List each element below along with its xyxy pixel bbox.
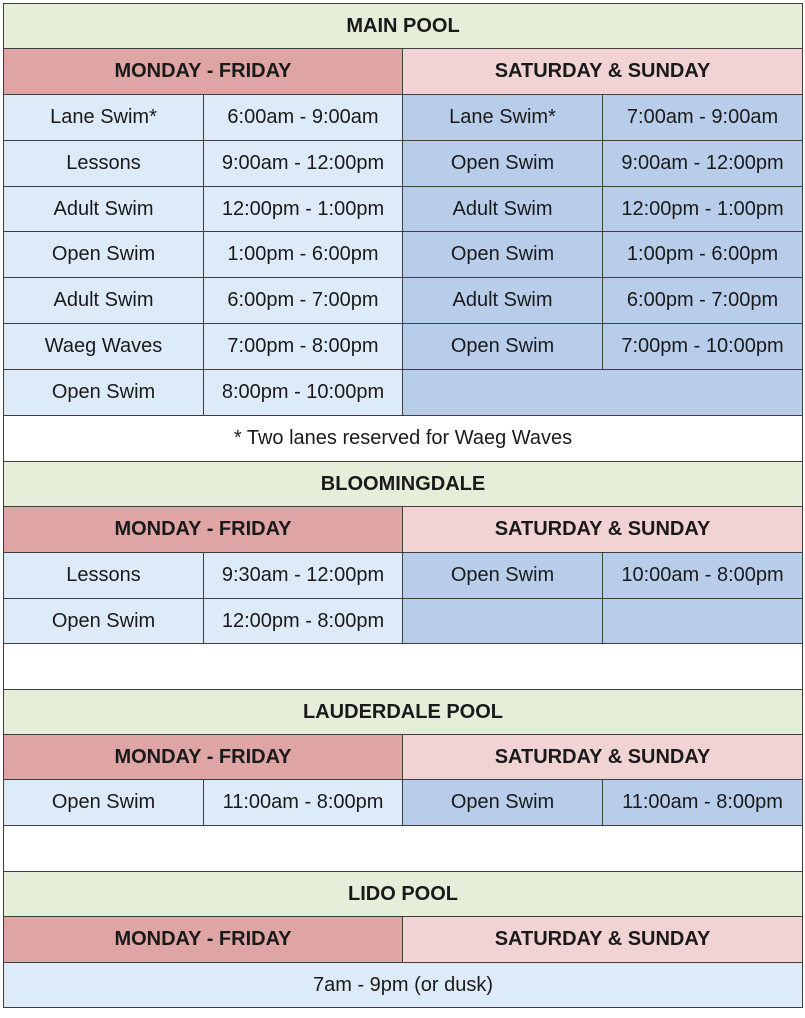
weekday-header: MONDAY - FRIDAY <box>4 735 403 780</box>
weekend-header: SATURDAY & SUNDAY <box>403 735 803 780</box>
weekday-time: 9:30am - 12:00pm <box>204 553 403 599</box>
weekday-activity: Lessons <box>4 553 204 599</box>
weekday-activity: Open Swim <box>4 780 204 826</box>
weekend-time: 1:00pm - 6:00pm <box>603 232 803 278</box>
lido-title-row <box>4 872 803 917</box>
weekday-activity: Waeg Waves <box>4 324 204 370</box>
weekday-activity: Adult Swim <box>4 187 204 232</box>
weekend-header: SATURDAY & SUNDAY <box>403 49 803 95</box>
weekend-time: 7:00pm - 10:00pm <box>603 324 803 370</box>
table-row <box>4 599 803 644</box>
spacer-row <box>4 826 803 872</box>
weekend-activity: Open Swim <box>403 232 603 278</box>
lane-reservation-note: * Two lanes reserved for Waeg Waves <box>4 416 803 462</box>
table-row <box>4 780 803 826</box>
weekday-time: 12:00pm - 1:00pm <box>204 187 403 232</box>
lido-day-header-row <box>4 917 803 963</box>
weekday-time: 8:00pm - 10:00pm <box>204 370 403 416</box>
lido-hours: 7am - 9pm (or dusk) <box>4 963 803 1008</box>
main-pool-title: MAIN POOL <box>4 4 803 49</box>
weekday-activity: Lessons <box>4 141 204 187</box>
table-row <box>4 324 803 370</box>
table-row <box>4 963 803 1008</box>
weekday-activity: Lane Swim* <box>4 95 204 141</box>
weekday-header: MONDAY - FRIDAY <box>4 507 403 553</box>
weekend-empty-cell <box>603 599 803 644</box>
weekend-time: 7:00am - 9:00am <box>603 95 803 141</box>
table-row <box>4 141 803 187</box>
lauderdale-title-row <box>4 690 803 735</box>
weekend-empty-cell <box>403 599 603 644</box>
weekend-time: 10:00am - 8:00pm <box>603 553 803 599</box>
table-row <box>4 278 803 324</box>
weekday-time: 6:00am - 9:00am <box>204 95 403 141</box>
lauderdale-title: LAUDERDALE POOL <box>4 690 803 735</box>
weekday-activity: Adult Swim <box>4 278 204 324</box>
blank-spacer <box>4 826 803 872</box>
bloomingdale-title: BLOOMINGDALE <box>4 462 803 507</box>
weekday-header: MONDAY - FRIDAY <box>4 49 403 95</box>
weekday-time: 7:00pm - 8:00pm <box>204 324 403 370</box>
main-pool-title-row <box>4 4 803 49</box>
weekend-activity: Adult Swim <box>403 187 603 232</box>
weekend-activity: Adult Swim <box>403 278 603 324</box>
lauderdale-day-header-row <box>4 735 803 780</box>
weekend-time: 12:00pm - 1:00pm <box>603 187 803 232</box>
weekend-activity: Open Swim <box>403 553 603 599</box>
weekday-time: 6:00pm - 7:00pm <box>204 278 403 324</box>
note-row <box>4 416 803 462</box>
weekday-time: 11:00am - 8:00pm <box>204 780 403 826</box>
table-row <box>4 553 803 599</box>
weekend-header: SATURDAY & SUNDAY <box>403 917 803 963</box>
weekend-time: 6:00pm - 7:00pm <box>603 278 803 324</box>
table-row <box>4 95 803 141</box>
weekend-activity: Open Swim <box>403 780 603 826</box>
weekday-time: 1:00pm - 6:00pm <box>204 232 403 278</box>
weekday-time: 9:00am - 12:00pm <box>204 141 403 187</box>
bloomingdale-day-header-row <box>4 507 803 553</box>
weekday-header: MONDAY - FRIDAY <box>4 917 403 963</box>
spacer-row <box>4 644 803 690</box>
weekend-activity: Open Swim <box>403 324 603 370</box>
weekday-activity: Open Swim <box>4 599 204 644</box>
weekday-activity: Open Swim <box>4 232 204 278</box>
weekend-header: SATURDAY & SUNDAY <box>403 507 803 553</box>
weekday-activity: Open Swim <box>4 370 204 416</box>
weekend-activity: Lane Swim* <box>403 95 603 141</box>
bloomingdale-title-row <box>4 462 803 507</box>
weekday-time: 12:00pm - 8:00pm <box>204 599 403 644</box>
table-row <box>4 187 803 232</box>
main-pool-day-header-row <box>4 49 803 95</box>
swim-schedule-table <box>3 3 803 1008</box>
blank-spacer <box>4 644 803 690</box>
table-row <box>4 232 803 278</box>
weekend-activity: Open Swim <box>403 141 603 187</box>
table-row <box>4 370 803 416</box>
weekend-empty-cell <box>403 370 803 416</box>
lido-title: LIDO POOL <box>4 872 803 917</box>
weekend-time: 9:00am - 12:00pm <box>603 141 803 187</box>
weekend-time: 11:00am - 8:00pm <box>603 780 803 826</box>
